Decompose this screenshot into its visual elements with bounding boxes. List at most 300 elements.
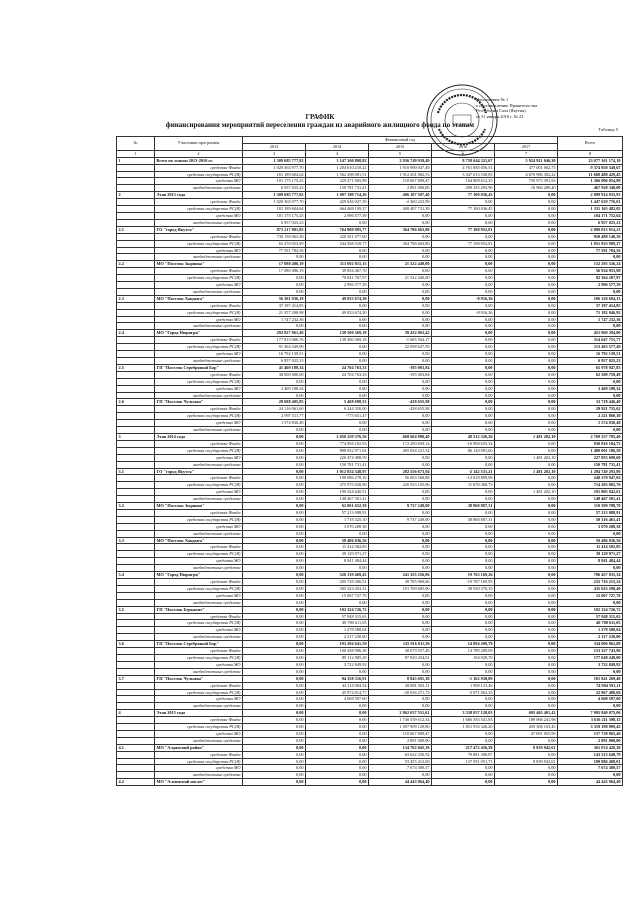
year-value: 0,00	[306, 247, 369, 254]
year-value: 0,00	[495, 509, 558, 516]
year-value: 0,00	[432, 351, 495, 358]
row-number	[117, 482, 155, 489]
row-number	[117, 351, 155, 358]
total-value: 50 316 461,41	[558, 516, 623, 523]
year-value: 0,00	[495, 282, 558, 289]
year-value: 1 562 498 081,51	[306, 171, 369, 178]
year-value: 0,00	[369, 627, 432, 634]
participant-name: средства Фонда	[155, 164, 243, 171]
table-row	[117, 585, 623, 592]
row-number	[117, 199, 155, 206]
table-row	[117, 330, 623, 337]
year-value: 0,00	[495, 779, 558, 786]
year-value: 0,00	[495, 572, 558, 579]
year-value: 0,00	[432, 620, 495, 627]
year-value: 0,00	[243, 682, 306, 689]
table-row	[117, 489, 623, 496]
table-row	[117, 399, 623, 406]
participant-name: средства Фонда	[155, 199, 243, 206]
year-value: 0,00	[495, 772, 558, 779]
table-row	[117, 482, 623, 489]
col-header-year: 2016	[432, 143, 495, 150]
table-row	[117, 371, 623, 378]
year-value: 56 301 936,19	[243, 295, 306, 302]
year-value: 0,00	[495, 344, 558, 351]
year-value: 0,00	[369, 772, 432, 779]
row-number	[117, 164, 155, 171]
year-value: 0,00	[432, 199, 495, 206]
table-row	[117, 599, 623, 606]
table-row	[117, 316, 623, 323]
year-value: 113 692 815,15	[306, 261, 369, 268]
year-value: 0,00	[306, 420, 369, 427]
year-value: 49 833 674,30	[306, 295, 369, 302]
row-number	[117, 703, 155, 710]
row-number	[117, 240, 155, 247]
participant-name: внебюджетные средства	[155, 634, 243, 641]
year-value: 70 841 767,97	[306, 275, 369, 282]
table-row	[117, 551, 623, 558]
year-value: 0,00	[495, 302, 558, 309]
participant-name: средства МО	[155, 212, 243, 219]
participant-name: средства Фонда	[155, 268, 243, 275]
total-value: 3 722 849,92	[558, 661, 623, 668]
year-value: 0,00	[369, 212, 432, 219]
year-value: 0,00	[432, 371, 495, 378]
year-value: -20 036 271,73	[369, 689, 432, 696]
year-value: 21 357 288,98	[243, 309, 306, 316]
year-value: 0,00	[243, 447, 306, 454]
year-value: 0,00	[495, 364, 558, 371]
participant-name: средства государства РС(Я)	[155, 620, 243, 627]
table-row	[117, 420, 623, 427]
year-value: 0,00	[495, 482, 558, 489]
year-value: 89 112 885,29	[306, 654, 369, 661]
year-value: 19 763 169,26	[432, 572, 495, 579]
participant-name: средства Фонда	[155, 406, 243, 413]
year-value: 0,00	[495, 461, 558, 468]
year-value: 40 780 611,05	[306, 620, 369, 627]
year-value: 38 000 000,00	[243, 371, 306, 378]
table-row	[117, 689, 623, 696]
year-value: 1 908 123,46	[432, 682, 495, 689]
year-value: 63 632 256,92	[369, 751, 432, 758]
total-value: 6 957 025,23	[558, 219, 623, 226]
total-value: 92 364 207,97	[558, 275, 623, 282]
year-value: 138 500 369,18	[306, 337, 369, 344]
year-value: 0,00	[306, 392, 369, 399]
year-value: 0,00	[243, 468, 306, 475]
year-value: 0,00	[495, 675, 558, 682]
participant-name: средства МО	[155, 489, 243, 496]
table-row	[117, 641, 623, 648]
table-row	[117, 565, 623, 572]
col-number: 3	[243, 150, 306, 157]
appendix-line: от 31 января 2018 г. № 22	[476, 113, 524, 119]
year-value: 1 309 685 777,82	[243, 192, 306, 199]
year-value: 79 881 398,87	[432, 751, 495, 758]
row-number	[117, 585, 155, 592]
year-value: 0,00	[243, 675, 306, 682]
year-value: 77 591 784,56	[243, 247, 306, 254]
year-value: 0,00	[306, 316, 369, 323]
year-value: 0,00	[495, 544, 558, 551]
table-row	[117, 447, 623, 454]
table-row	[117, 717, 623, 724]
total-value: 15 067 727,70	[558, 592, 623, 599]
year-value: 526 139 469,43	[306, 572, 369, 579]
total-value: 1 294 749 293,80	[558, 468, 623, 475]
year-value: 0,00	[495, 288, 558, 295]
year-value: 764 900 895,77	[306, 226, 369, 233]
total-value: 4 068 597,60	[558, 696, 623, 703]
table-row	[117, 240, 623, 247]
year-value: 0,00	[432, 613, 495, 620]
participant-name: внебюджетные средства	[155, 427, 243, 434]
table-row	[117, 344, 623, 351]
year-value: 0,00	[369, 427, 432, 434]
year-value: 87 830 434,01	[369, 654, 432, 661]
total-value: 0,00	[558, 703, 623, 710]
year-value: 0,00	[432, 558, 495, 565]
year-value: 0,00	[432, 772, 495, 779]
row-number	[117, 565, 155, 572]
total-value: 152 295 536,24	[558, 261, 623, 268]
table-row	[117, 475, 623, 482]
year-value: -1 162 938,89	[432, 675, 495, 682]
year-value: 0,00	[495, 585, 558, 592]
year-value: 1 740 559 612,34	[369, 717, 432, 724]
year-value: -16 908 655,34	[432, 440, 495, 447]
year-value: 0,00	[432, 703, 495, 710]
year-value: 0,00	[432, 344, 495, 351]
year-value: 0,00	[432, 392, 495, 399]
year-value: 0,00	[432, 427, 495, 434]
year-value: 0,00	[495, 275, 558, 282]
year-value: 0,00	[243, 496, 306, 503]
table-row	[117, 199, 623, 206]
participant-name: средства Фонда	[155, 233, 243, 240]
year-value: 0,00	[306, 565, 369, 572]
row-number	[117, 724, 155, 731]
year-value: 429 636 027,39	[306, 199, 369, 206]
table-row	[117, 696, 623, 703]
year-value: 0,00	[243, 779, 306, 786]
year-value: 759 973 391,93	[495, 178, 558, 185]
total-value: 240 270 947,02	[558, 475, 623, 482]
year-value: 0,00	[306, 744, 369, 751]
col-header-finance-year: Финансовый год	[243, 137, 558, 144]
year-value: 0,00	[432, 275, 495, 282]
year-value: 3 070 208,38	[306, 523, 369, 530]
participant-name: средства государства РС(Я)	[155, 585, 243, 592]
table-row	[117, 392, 623, 399]
year-value: 0,00	[432, 668, 495, 675]
year-value: 0,00	[432, 364, 495, 371]
table-row	[117, 378, 623, 385]
year-value: 0,00	[243, 606, 306, 613]
year-value: 0,00	[369, 558, 432, 565]
row-number	[117, 461, 155, 468]
year-value: 220 351 077,00	[306, 233, 369, 240]
year-value: 0,00	[495, 226, 558, 233]
participant-name: внебюджетные средства	[155, 668, 243, 675]
year-value: 0,00	[306, 427, 369, 434]
row-number	[117, 178, 155, 185]
participant-name: средства МО	[155, 385, 243, 392]
year-value: 1 278 580,04	[306, 627, 369, 634]
total-value: 29 921 755,62	[558, 406, 623, 413]
year-value: 0,00	[243, 689, 306, 696]
title-line: финансирования мероприятий переселения граждан из аварийного жилищного фонда по этапам	[165, 121, 475, 129]
row-number	[117, 212, 155, 219]
year-value: 0,00	[495, 206, 558, 213]
year-value: 226 553 105,06	[369, 482, 432, 489]
table-row	[117, 192, 623, 199]
row-number	[117, 496, 155, 503]
total-value: 950 488 140,30	[558, 233, 623, 240]
row-number	[117, 233, 155, 240]
year-value: 0,00	[495, 537, 558, 544]
table-row	[117, 654, 623, 661]
year-value: 125 916 811,50	[369, 641, 432, 648]
table-row	[117, 440, 623, 447]
table-row	[117, 592, 623, 599]
participant-name: ГП "Поселок Серебряный Бор"	[155, 364, 243, 371]
participant-name: внебюджетные средства	[155, 565, 243, 572]
participant-name: МО "Поселок Зырянка"	[155, 503, 243, 510]
year-value: -3 071 062,35	[432, 689, 495, 696]
year-value: 0,00	[243, 744, 306, 751]
participant-name: средства Фонда	[155, 337, 243, 344]
total-value: 1 747 232,36	[558, 316, 623, 323]
year-value: 0,00	[432, 537, 495, 544]
year-value: 17 080 486,19	[243, 268, 306, 275]
row-number	[117, 185, 155, 192]
participant-name: ГП "Поселок Чульман"	[155, 399, 243, 406]
year-value: 1 851 933 326,20	[432, 724, 495, 731]
total-value: 3 469 188,34	[558, 385, 623, 392]
year-value: 0,00	[432, 337, 495, 344]
year-value: 8 839 942,61	[495, 758, 558, 765]
year-value: 100 458 906,38	[306, 648, 369, 655]
year-value: 0,00	[243, 551, 306, 558]
total-value: 77 591 784,56	[558, 247, 623, 254]
year-value: 0,00	[432, 779, 495, 786]
year-value: 86 120 991,60	[432, 447, 495, 454]
table-row	[117, 779, 623, 786]
year-value: 0,00	[369, 392, 432, 399]
total-value: 74 904 591,11	[558, 682, 623, 689]
year-value: 0,00	[495, 268, 558, 275]
year-value: 24 116 061,60	[243, 406, 306, 413]
year-value: 0,00	[243, 323, 306, 330]
year-value: 0,00	[306, 323, 369, 330]
participant-name: средства МО	[155, 351, 243, 358]
table-row	[117, 758, 623, 765]
participant-name: МО "Алтинский наслег"	[155, 779, 243, 786]
year-value: 28 688 405,85	[243, 399, 306, 406]
year-value: 0,00	[495, 358, 558, 365]
table-row	[117, 744, 623, 751]
table-row	[117, 261, 623, 268]
total-value: 157 738 865,46	[558, 730, 623, 737]
year-value: 205 728 306,51	[306, 579, 369, 586]
participant-name: средства МО	[155, 696, 243, 703]
document-title	[0, 113, 640, 129]
year-value: 0,00	[432, 461, 495, 468]
row-number	[117, 758, 155, 765]
year-value: 65 470 053,99	[243, 240, 306, 247]
year-value: 0,00	[495, 233, 558, 240]
year-value: 198 086 278,10	[306, 475, 369, 482]
year-value: 774 994 182,93	[306, 440, 369, 447]
year-value: 0,00	[243, 489, 306, 496]
year-value: 0,00	[432, 302, 495, 309]
year-value: 39 129 971,27	[306, 551, 369, 558]
appendix-line: Приложение № 1	[476, 97, 509, 102]
total-value: 0,00	[558, 565, 623, 572]
col-header-year: 2014	[306, 143, 369, 150]
total-value: 451 860 294,00	[558, 330, 623, 337]
year-value: 0,00	[306, 351, 369, 358]
row-number	[117, 268, 155, 275]
participant-name: ГП "Поселок Серебряный Бор"	[155, 641, 243, 648]
year-value: 62 001 652,39	[306, 503, 369, 510]
year-value: 0,00	[369, 219, 432, 226]
row-number	[117, 392, 155, 399]
year-value: -195 003,84	[369, 364, 432, 371]
year-value: 77 100 036,45	[432, 192, 495, 199]
participant-name: внебюджетные средства	[155, 323, 243, 330]
year-value: 0,00	[495, 330, 558, 337]
participant-name: внебюджетные средства	[155, 530, 243, 537]
total-value: 0,00	[558, 392, 623, 399]
year-value: 0,00	[432, 544, 495, 551]
total-value: 11 414 582,85	[558, 544, 623, 551]
year-value: 39 854 467,70	[306, 268, 369, 275]
year-value: 0,00	[495, 551, 558, 558]
total-value: 1 051 933 989,37	[558, 240, 623, 247]
year-value: 898 052 971,04	[306, 447, 369, 454]
participant-name: внебюджетные средства	[155, 358, 243, 365]
table-row	[117, 282, 623, 289]
year-value: 41 469 188,34	[243, 364, 306, 371]
year-value: 0,00	[243, 717, 306, 724]
year-value: 150 781 731,41	[306, 185, 369, 192]
year-value: 364 786 663,80	[369, 226, 432, 233]
row-number: 2.1	[117, 226, 155, 233]
year-value: 102 324 726,72	[306, 606, 369, 613]
year-value: 0,00	[243, 440, 306, 447]
year-value: 477 001 062,75	[495, 164, 558, 171]
year-value: 0,00	[369, 530, 432, 537]
year-value: 0,00	[243, 765, 306, 772]
year-value: 21 522 440,00	[369, 261, 432, 268]
year-value: 0,00	[432, 489, 495, 496]
row-number	[117, 385, 155, 392]
row-number	[117, 413, 155, 420]
year-value: 0,00	[432, 254, 495, 261]
participant-name: средства государства РС(Я)	[155, 275, 243, 282]
table-row	[117, 661, 623, 668]
year-value: 2 317 230,00	[306, 634, 369, 641]
year-value: 0,00	[369, 282, 432, 289]
year-value: 2 996 577,39	[306, 212, 369, 219]
row-number	[117, 323, 155, 330]
participant-name: средства МО	[155, 627, 243, 634]
year-value: 0,00	[495, 413, 558, 420]
year-value: 1 020 363 977,70	[243, 199, 306, 206]
row-number	[117, 219, 155, 226]
participant-name: средства Фонда	[155, 302, 243, 309]
participant-name: средства государства РС(Я)	[155, 689, 243, 696]
year-value: 137 591 051,71	[432, 758, 495, 765]
participant-name: средства МО	[155, 558, 243, 565]
year-value: 0,00	[495, 371, 558, 378]
total-value: 2 889 914 035,93	[558, 192, 623, 199]
year-value: 0,00	[495, 406, 558, 413]
year-value: 0,00	[369, 551, 432, 558]
table-row	[117, 606, 623, 613]
year-value: 2 997 511,77	[243, 413, 306, 420]
table-row	[117, 219, 623, 226]
participant-name: средства государства РС(Я)	[155, 206, 243, 213]
year-value: 59 486 036,56	[306, 537, 369, 544]
year-value: 0,00	[432, 316, 495, 323]
year-value: 495 834 221,34	[369, 447, 432, 454]
total-value: 235 716 215,24	[558, 579, 623, 586]
table-row	[117, 579, 623, 586]
participant-name: ГО "город Якутск"	[155, 468, 243, 475]
year-value: 1 204 610 210,22	[306, 164, 369, 171]
total-value: 1 331 165 482,05	[558, 206, 623, 213]
year-value: 0,00	[306, 378, 369, 385]
year-value: 0,00	[432, 530, 495, 537]
year-value: 0,00	[432, 565, 495, 572]
year-value: 2 862 037 551,61	[369, 710, 432, 717]
year-value: 24 704 763,33	[306, 364, 369, 371]
row-number: 4	[117, 710, 155, 717]
year-value: 0,00	[306, 703, 369, 710]
participant-name: внебюджетные средства	[155, 737, 243, 744]
table-row	[117, 558, 623, 565]
year-value: 0,00	[432, 696, 495, 703]
year-value: 0,00	[369, 496, 432, 503]
year-value: 0,00	[369, 509, 432, 516]
year-value: 22 098 627,59	[369, 344, 432, 351]
total-value: 59 486 036,56	[558, 537, 623, 544]
year-value: 0,00	[495, 620, 558, 627]
total-value: 113 463 577,49	[558, 344, 623, 351]
total-value: 3 616 211 398,15	[558, 717, 623, 724]
col-number: 4	[306, 150, 369, 157]
table-row	[117, 427, 623, 434]
participant-name: ГП "Поселок Чульман"	[155, 675, 243, 682]
total-value: 2 996 577,39	[558, 282, 623, 289]
year-value: 0,00	[243, 772, 306, 779]
year-value: 191 769 685,00	[369, 585, 432, 592]
year-value: 0,00	[306, 758, 369, 765]
year-value: 0,00	[495, 523, 558, 530]
year-value: 101 175 175,25	[243, 212, 306, 219]
year-value: 172 290 659,14	[369, 440, 432, 447]
year-value: 0,00	[243, 585, 306, 592]
year-value: 177 813 966,76	[243, 337, 306, 344]
table-row	[117, 309, 623, 316]
row-number: 2.2	[117, 261, 155, 268]
table-row	[117, 765, 623, 772]
